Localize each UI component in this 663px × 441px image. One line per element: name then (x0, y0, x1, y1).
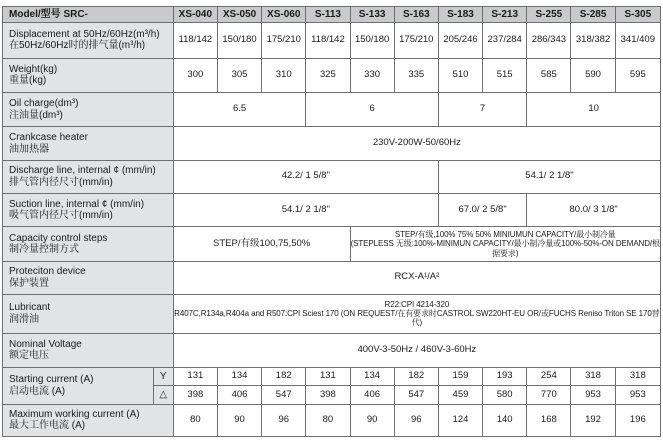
weight-value: 300 (173, 58, 217, 92)
max-current-value: 90 (350, 404, 394, 436)
displacement-value: 118/142 (306, 23, 350, 58)
discharge-label (3, 160, 174, 193)
protection-value: RCX-A¹/A² (173, 261, 660, 294)
oil-charge-value: 6 (306, 92, 439, 126)
capacity-value-a: STEP/有级100,75,50% (173, 227, 350, 261)
voltage-row (3, 333, 661, 367)
lubricant-label-en: Lubricant (9, 302, 51, 314)
capacity-value-b-line1: STEP/有级,100% 75% 50% MINIUMUN CAPACITY/最小制冷量 (394, 230, 616, 240)
capacity-row (3, 227, 661, 261)
voltage-label (3, 333, 174, 367)
oil-charge-row (3, 92, 661, 126)
displacement-label (3, 23, 174, 58)
weight-value: 335 (394, 58, 438, 92)
lubricant-label (3, 295, 174, 334)
suction-value: 54.1/ 2 1/8" (173, 194, 438, 227)
displacement-label-cn: 在50Hz/60Hz时的排气量(m³/h) (9, 40, 146, 52)
suction-label-cn: 吸气管内径尺寸(mm/in) (9, 210, 113, 222)
discharge-label-cn: 排气管内径尺寸(mm/in) (9, 176, 113, 188)
weight-value: 325 (306, 58, 350, 92)
capacity-label (3, 227, 174, 261)
protection-label-en: Proteciton device (9, 266, 86, 278)
discharge-value: 54.1/ 2 1/8" (438, 160, 660, 193)
lubricant-line2: R407C,R134a,R404a and R507:CPI Sciest 170 (ON REQUEST/在有要求时CASTROL SW220HT-EU OR/或FUCHS Reniso Triton SE 170替代) (174, 309, 660, 328)
displacement-value: 237/284 (483, 23, 527, 58)
header-row (3, 7, 661, 23)
oil-charge-value: 6.5 (173, 92, 306, 126)
voltage-label-en: Nominal Voltage (9, 338, 82, 350)
max-current-row (3, 404, 661, 436)
protection-row (3, 261, 661, 294)
starting-current-label-en: Starting current (A) (9, 374, 94, 386)
starting-y-value: 131 (306, 368, 350, 386)
max-current-label-en: Maximum working current (A) (9, 408, 140, 420)
model-s-213: S-213 (483, 7, 527, 23)
weight-value: 310 (262, 58, 306, 92)
capacity-value-b (350, 227, 660, 261)
displacement-row (3, 23, 661, 58)
max-current-value: 80 (173, 404, 217, 436)
suction-value: 80.0/ 3 1/8" (527, 194, 661, 227)
model-s-305: S-305 (615, 7, 660, 23)
max-current-value: 196 (615, 404, 660, 436)
model-xs-050: XS-050 (217, 7, 261, 23)
model-s-163: S-163 (394, 7, 438, 23)
star-connection-symbol: Y (153, 368, 173, 386)
max-current-value: 80 (306, 404, 350, 436)
max-current-value: 96 (394, 404, 438, 436)
crankcase-value: 230V-200W-50/60Hz (173, 127, 660, 160)
starting-y-value: 159 (438, 368, 482, 386)
suction-label (3, 194, 174, 227)
starting-delta-value: 406 (217, 386, 261, 404)
starting-y-value: 182 (262, 368, 306, 386)
displacement-value: 175/210 (394, 23, 438, 58)
max-current-value: 168 (527, 404, 571, 436)
starting-delta-value: 398 (173, 386, 217, 404)
model-s-113: S-113 (306, 7, 350, 23)
max-current-label (3, 404, 174, 436)
weight-value: 590 (571, 58, 615, 92)
starting-y-value: 318 (615, 368, 660, 386)
capacity-label-cn: 制冷量控制方式 (9, 244, 79, 255)
displacement-label-en: Displacement at 50Hz/60Hz(m³/h) (9, 28, 160, 40)
discharge-row (3, 160, 661, 193)
displacement-value: 341/409 (615, 23, 660, 58)
max-current-label-cn: 最大工作电流 (A) (9, 420, 86, 432)
starting-delta-value: 580 (483, 386, 527, 404)
model-s-255: S-255 (527, 7, 571, 23)
weight-label (3, 58, 174, 92)
max-current-value: 96 (262, 404, 306, 436)
displacement-value: 118/142 (173, 23, 217, 58)
starting-current-label-cn: 启动电流 (A) (9, 385, 66, 397)
oil-charge-label-en: Oil charge(dm³) (9, 98, 79, 110)
lubricant-value (173, 295, 660, 334)
max-current-value: 90 (217, 404, 261, 436)
starting-current-label (3, 368, 154, 405)
displacement-value: 150/180 (217, 23, 261, 58)
displacement-value: 205/246 (438, 23, 482, 58)
starting-y-value: 134 (217, 368, 261, 386)
starting-delta-value: 770 (527, 386, 571, 404)
weight-label-en: Weight(kg) (9, 63, 58, 75)
max-current-value: 192 (571, 404, 615, 436)
crankcase-label-cn: 油加热器 (9, 143, 49, 155)
model-xs-060: XS-060 (262, 7, 306, 23)
weight-value: 595 (615, 58, 660, 92)
crankcase-row (3, 127, 661, 160)
oil-charge-value: 7 (438, 92, 526, 126)
lubricant-label-cn: 润滑油 (9, 313, 39, 325)
crankcase-label (3, 127, 174, 160)
oil-charge-value: 10 (527, 92, 661, 126)
weight-label-cn: 重量(kg) (9, 75, 47, 87)
displacement-value: 318/382 (571, 23, 615, 58)
weight-value: 510 (438, 58, 482, 92)
crankcase-label-en: Crankcase heater (9, 132, 88, 144)
voltage-label-cn: 额定电压 (9, 350, 49, 362)
displacement-value: 286/343 (527, 23, 571, 58)
capacity-value-b-line2: (STEPLESS 无级:100%-MINIMUN CAPACITY/最小制冷量或100%-50%-ON DEMAND/根据要求) (350, 239, 660, 258)
oil-charge-label-cn: 注油量(dm³) (9, 109, 63, 121)
model-s-183: S-183 (438, 7, 482, 23)
starting-y-value: 134 (350, 368, 394, 386)
starting-y-value: 254 (527, 368, 571, 386)
max-current-value: 140 (483, 404, 527, 436)
starting-delta-value: 406 (350, 386, 394, 404)
starting-delta-value: 547 (394, 386, 438, 404)
starting-y-value: 182 (394, 368, 438, 386)
protection-label-cn: 保护装置 (9, 277, 49, 289)
voltage-value: 400V-3-50Hz / 460V-3-60Hz (173, 333, 660, 367)
oil-charge-label (3, 92, 174, 126)
starting-y-value: 318 (571, 368, 615, 386)
starting-current-y-row (3, 368, 661, 386)
delta-connection-symbol: △ (153, 386, 173, 404)
weight-row (3, 58, 661, 92)
starting-y-value: 193 (483, 368, 527, 386)
starting-delta-value: 547 (262, 386, 306, 404)
max-current-value: 124 (438, 404, 482, 436)
weight-value: 515 (483, 58, 527, 92)
starting-delta-value: 398 (306, 386, 350, 404)
model-s-133: S-133 (350, 7, 394, 23)
displacement-value: 175/210 (262, 23, 306, 58)
lubricant-row (3, 295, 661, 334)
spec-table (2, 6, 661, 437)
discharge-label-en: Discharge line, internal ¢ (mm/in) (9, 165, 156, 177)
starting-y-value: 131 (173, 368, 217, 386)
model-s-285: S-285 (571, 7, 615, 23)
capacity-label-en: Capacity control steps (9, 232, 108, 244)
protection-label (3, 261, 174, 294)
displacement-value: 150/180 (350, 23, 394, 58)
lubricant-line1: R22:CPI 4214-320 (384, 300, 450, 310)
weight-value: 330 (350, 58, 394, 92)
model-label: Model/型号 SRC- (3, 7, 174, 23)
weight-value: 305 (217, 58, 261, 92)
model-xs-040: XS-040 (173, 7, 217, 23)
starting-delta-value: 953 (571, 386, 615, 404)
weight-value: 585 (527, 58, 571, 92)
suction-value: 67.0/ 2 5/8" (438, 194, 526, 227)
suction-label-en: Suction line, internal ¢ (mm/in) (9, 198, 145, 210)
starting-delta-value: 459 (438, 386, 482, 404)
suction-row (3, 194, 661, 227)
discharge-value: 42.2/ 1 5/8" (173, 160, 438, 193)
starting-delta-value: 953 (615, 386, 660, 404)
